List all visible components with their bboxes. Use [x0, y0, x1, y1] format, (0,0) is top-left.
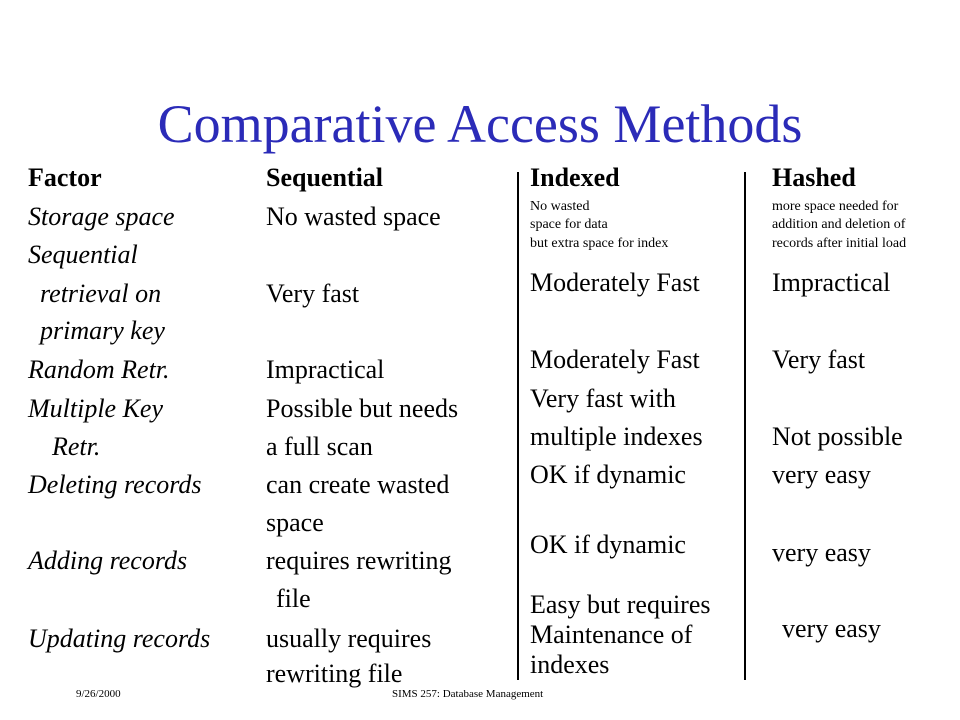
factor-multiple-key-2: Retr.: [52, 432, 101, 461]
indexed-deleting: OK if dynamic: [530, 460, 686, 489]
sequential-deleting-1: can create wasted: [266, 470, 450, 499]
hashed-deleting: very easy: [772, 460, 871, 489]
hashed-updating: very easy: [782, 614, 881, 643]
sequential-retrieval: Very fast: [266, 279, 360, 308]
indexed-updating-2: Maintenance of: [530, 620, 693, 649]
indexed-storage-note-2: space for data: [530, 217, 608, 232]
sequential-storage: No wasted space: [266, 202, 441, 231]
indexed-adding: OK if dynamic: [530, 530, 686, 559]
sequential-updating-2: rewriting file: [266, 659, 403, 688]
indexed-retrieval: Moderately Fast: [530, 268, 700, 297]
indexed-storage-note-3: but extra space for index: [530, 236, 669, 251]
hashed-storage-note-2: addition and deletion of: [772, 217, 906, 232]
factor-sequential-retrieval-2: retrieval on: [40, 279, 162, 308]
footer-course: SIMS 257: Database Management: [392, 688, 544, 700]
hashed-storage-note-3: records after initial load: [772, 236, 907, 251]
factor-random-retrieval: Random Retr.: [28, 355, 170, 384]
factor-storage-space: Storage space: [28, 202, 175, 231]
divider-hashed: [744, 172, 746, 680]
factor-updating-records: Updating records: [28, 624, 211, 653]
indexed-random: Moderately Fast: [530, 345, 700, 374]
sequential-multikey-2: a full scan: [266, 432, 373, 461]
hashed-multikey: Not possible: [772, 422, 903, 451]
indexed-multikey-1: Very fast with: [530, 384, 676, 413]
footer-date: 9/26/2000: [76, 688, 121, 700]
sequential-deleting-2: space: [266, 508, 324, 537]
header-sequential: Sequential: [266, 163, 384, 192]
factor-sequential-retrieval-1: Sequential: [28, 240, 138, 269]
sequential-multikey-1: Possible but needs: [266, 394, 459, 423]
divider-indexed: [517, 172, 519, 680]
sequential-adding-2: file: [276, 584, 311, 613]
header-indexed: Indexed: [530, 163, 620, 192]
indexed-storage-note-1: No wasted: [530, 199, 590, 214]
factor-multiple-key-1: Multiple Key: [28, 394, 164, 423]
header-hashed: Hashed: [772, 163, 856, 192]
hashed-storage-note-1: more space needed for: [772, 199, 899, 214]
hashed-adding: very easy: [772, 538, 871, 567]
header-factor: Factor: [28, 163, 102, 192]
sequential-updating-1: usually requires: [266, 624, 432, 653]
indexed-updating-3: indexes: [530, 650, 610, 679]
hashed-random: Very fast: [772, 345, 866, 374]
factor-adding-records: Adding records: [28, 546, 188, 575]
slide-title: Comparative Access Methods: [157, 94, 803, 154]
sequential-adding-1: requires rewriting: [266, 546, 452, 575]
indexed-updating-1: Easy but requires: [530, 590, 711, 619]
sequential-random: Impractical: [266, 355, 385, 384]
indexed-multikey-2: multiple indexes: [530, 422, 703, 451]
hashed-retrieval: Impractical: [772, 268, 891, 297]
factor-sequential-retrieval-3: primary key: [40, 316, 165, 345]
factor-deleting-records: Deleting records: [28, 470, 202, 499]
